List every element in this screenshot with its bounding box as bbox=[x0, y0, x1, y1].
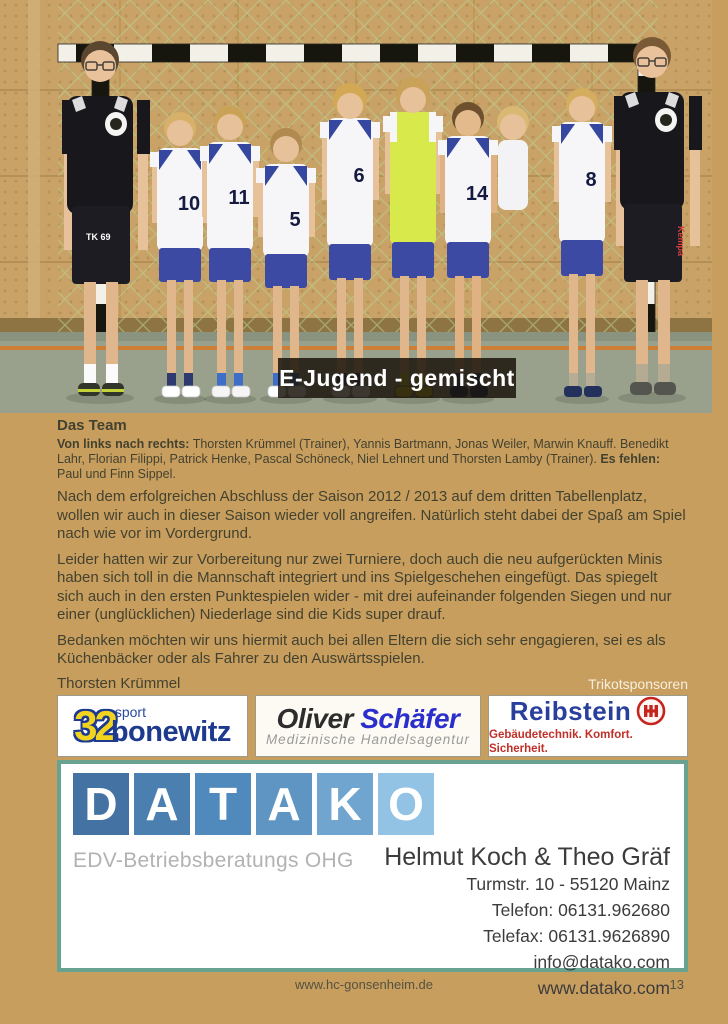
page-footer bbox=[0, 975, 728, 995]
datako-letter-tile: T bbox=[195, 773, 251, 835]
paragraph: Nach dem erfolgreichen Abschluss der Saison 2012 / 2013 auf dem dritten Tabellenplatz, wollen wir auch in dieser Saison wieder voll angreifen. Natürlich steht dabei der Spaß am Spiel nach wie vor im Vordergrund. bbox=[57, 488, 686, 542]
datako-address: Turmstr. 10 - 55120 Mainz bbox=[466, 873, 670, 894]
roster-label: Von links nach rechts: bbox=[57, 437, 190, 451]
missing-names: Paul und Finn Sippel. bbox=[57, 467, 176, 481]
player-figure-back bbox=[497, 106, 529, 210]
reibstein-emblem-icon bbox=[636, 696, 666, 726]
datako-company-type: EDV-Betriebsberatungs OHG bbox=[73, 848, 354, 872]
roster-names: Thorsten Krümmel (Trainer), Yannis Bartmann, Jonas Weiler, Marwin Knauff. Benedikt Lahr, Florian Filippi, Patrick Henke, Pascal Schöneck, Niel Lehnert und Thorsten Lamby (Trainer). bbox=[57, 437, 669, 466]
jersey-number: 11 bbox=[228, 187, 250, 209]
datako-letter-tile: K bbox=[317, 773, 373, 835]
page-number: 13 bbox=[669, 977, 684, 992]
datako-letter-tile: D bbox=[73, 773, 129, 835]
schaefer-last-name: Schäfer bbox=[360, 702, 460, 734]
jersey-number: 6 bbox=[353, 165, 365, 187]
team-roster bbox=[57, 437, 688, 482]
datako-letter-tile: A bbox=[256, 773, 312, 835]
schaefer-tagline: Medizinische Handelsagentur bbox=[265, 731, 471, 747]
team-photo bbox=[0, 0, 712, 413]
footer-website: www.hc-gonsenheim.de bbox=[294, 977, 434, 992]
paragraph: Bedanken möchten wir uns hiermit auch bei allen Eltern die sich sehr engagieren, sei es als Küchenbäcker oder als Fahrer zu den Auswärtsspielen. bbox=[57, 631, 666, 667]
trainer-shorts-brand: Kempa bbox=[676, 226, 686, 257]
reibstein-tagline: Gebäudetechnik. Komfort. Sicherheit. bbox=[489, 728, 633, 755]
jersey-number: 5 bbox=[289, 209, 301, 231]
sponsor-bonewitz-logo bbox=[57, 695, 248, 757]
missing-label: Es fehlen: bbox=[600, 452, 661, 466]
paragraph: Leider hatten wir zur Vorbereitung nur zwei Turniere, doch auch die neu aufgerückten Minis haben sich toll in die Mannschaft integriert und ins Spielgeschehen eingefügt. Das spiegelt sich auch in den ersten Punktespielen wider - mit drei aufeinander folgenden Siegen und nur einer (unglücklichen) Niederlage sind die Kids super drauf. bbox=[57, 550, 672, 623]
datako-phone: Telefon: 06131.962680 bbox=[491, 899, 670, 920]
datako-logo bbox=[73, 773, 670, 835]
datako-letter-tile: A bbox=[134, 773, 190, 835]
sponsor-row bbox=[57, 695, 688, 757]
sponsor-reibstein-logo bbox=[488, 695, 688, 757]
bonewitz-sport-label: sport bbox=[114, 704, 146, 720]
datako-letter-tile: O bbox=[378, 773, 434, 835]
team-photo-scene bbox=[0, 0, 712, 413]
trainer-shorts-badge: TK 69 bbox=[86, 232, 111, 242]
jersey-number: 14 bbox=[465, 183, 489, 205]
bonewitz-number: 32 bbox=[74, 701, 115, 749]
sponsor-schaefer-logo bbox=[255, 695, 481, 757]
datako-fax: Telefax: 06131.9626890 bbox=[483, 925, 670, 946]
goal-crossbar bbox=[58, 44, 658, 62]
bonewitz-name: bonewitz bbox=[110, 716, 231, 748]
sponsors-heading: Trikotsponsoren bbox=[588, 675, 688, 692]
datako-owners: Helmut Koch & Theo Gräf bbox=[384, 842, 670, 871]
signature: Thorsten Krümmel bbox=[57, 674, 181, 692]
section-title: Das Team bbox=[57, 417, 127, 434]
jersey-number: 10 bbox=[177, 193, 201, 215]
reibstein-name: Reibstein bbox=[509, 695, 632, 726]
photo-caption: E-Jugend - gemischt bbox=[278, 358, 516, 398]
datako-email: info@datako.com bbox=[533, 951, 670, 972]
jersey-number: 8 bbox=[585, 169, 597, 191]
datako-website: www.datako.com bbox=[537, 977, 670, 998]
schaefer-first-name: Oliver bbox=[276, 702, 353, 734]
